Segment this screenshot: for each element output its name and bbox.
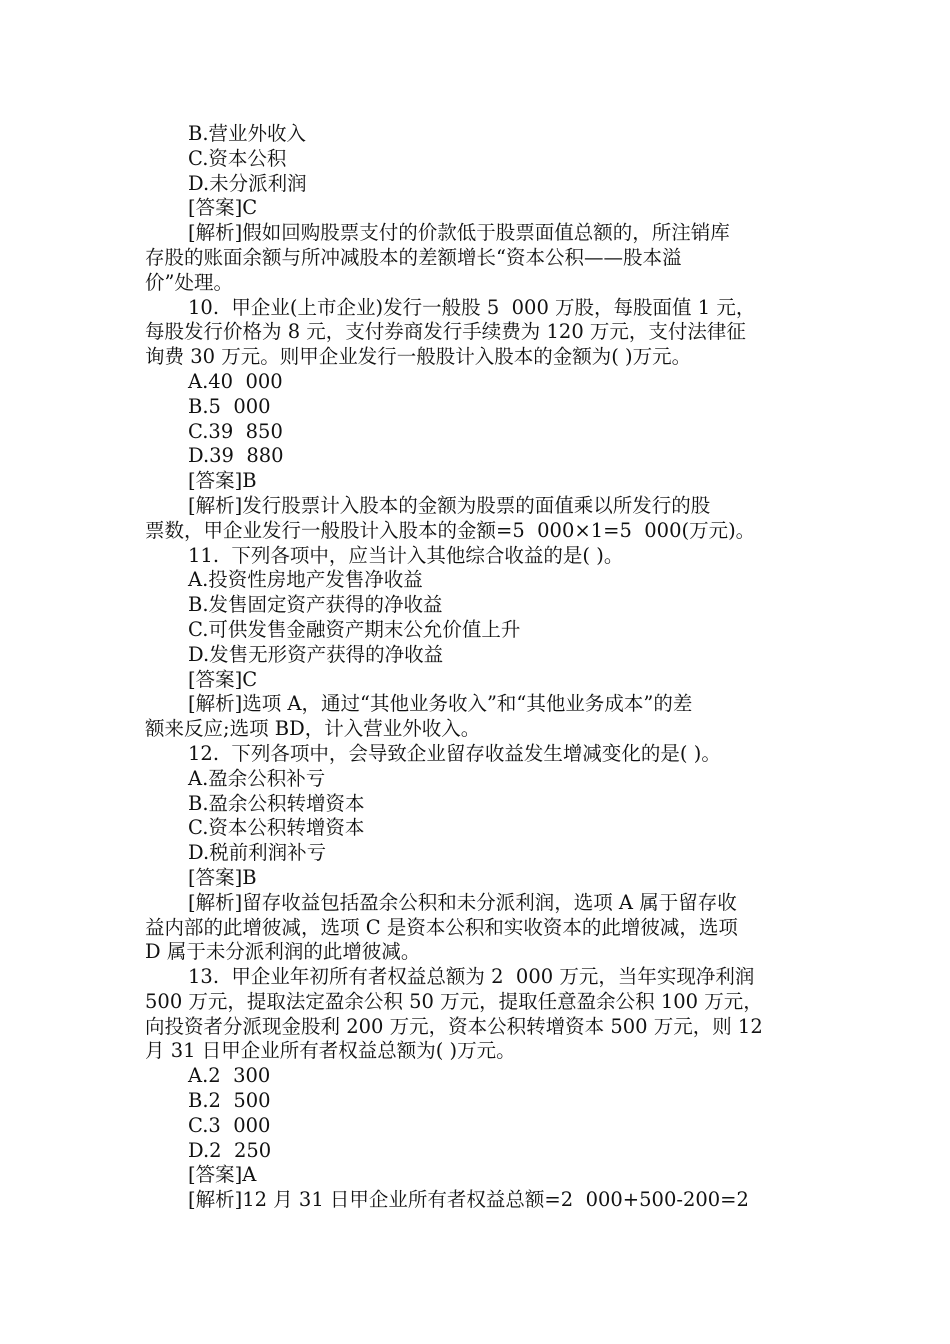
- document-body: [145, 122, 810, 1213]
- text-line: A.40 000: [188, 369, 283, 393]
- text-line: 月 31 日甲企业所有者权益总额为( )万元。: [145, 1039, 516, 1063]
- text-line: [答案]B: [188, 469, 257, 493]
- text-line: 12. 下列各项中，会导致企业留存收益发生增减变化的是( )。: [188, 741, 721, 765]
- text-line: B.盈余公积转增资本: [188, 791, 365, 815]
- text-line: B.2 500: [188, 1089, 271, 1113]
- text-line: 向投资者分派现金股利 200 万元，资本公积转增资本 500 万元，则 12: [145, 1014, 763, 1038]
- text-line: 益内部的此增彼减，选项 C 是资本公积和实收资本的此增彼减，选项: [145, 915, 738, 939]
- text-line: [解析]选项 A，通过“其他业务收入”和“其他业务成本”的差: [188, 692, 693, 716]
- text-line: [答案]A: [188, 1163, 257, 1187]
- text-line: 13. 甲企业年初所有者权益总额为 2 000 万元，当年实现净利润: [188, 965, 755, 989]
- text-line: D.发售无形资产获得的净收益: [188, 642, 444, 666]
- text-line: C.可供发售金融资产期末公允价值上升: [188, 617, 521, 641]
- text-line: A.投资性房地产发售净收益: [188, 568, 423, 592]
- text-line: 票数，甲企业发行一般股计入股本的金额=5 000×1=5 000(万元)。: [145, 518, 756, 542]
- text-line: C.39 850: [188, 419, 283, 443]
- text-line: [答案]C: [188, 667, 258, 691]
- text-line: B.营业外收入: [188, 122, 307, 145]
- text-line: 11. 下列各项中，应当计入其他综合收益的是( )。: [188, 543, 624, 567]
- text-line: 每股发行价格为 8 元，支付券商发行手续费为 120 万元，支付法律征: [145, 320, 746, 344]
- text-line: D.2 250: [188, 1138, 272, 1162]
- text-line: C.3 000: [188, 1113, 271, 1137]
- text-line: A.盈余公积补亏: [188, 766, 326, 790]
- text-line: D.39 880: [188, 444, 284, 468]
- text-line: [解析]留存收益包括盈余公积和未分派利润，选项 A 属于留存收: [188, 890, 737, 914]
- text-line: D 属于未分派利润的此增彼减。: [145, 940, 421, 964]
- text-line: A.2 300: [188, 1064, 271, 1088]
- text-line: 500 万元，提取法定盈余公积 50 万元，提取任意盈余公积 100 万元，: [145, 989, 763, 1013]
- text-line: [解析]12 月 31 日甲企业所有者权益总额=2 000+500-200=2: [188, 1188, 749, 1212]
- text-line: 额来反应;选项 BD，计入营业外收入。: [145, 717, 481, 741]
- text-line: 价”处理。: [145, 270, 233, 294]
- text-line: D.未分派利润: [188, 171, 307, 195]
- text-line: 询费 30 万元。则甲企业发行一般股计入股本的金额为( )万元。: [145, 345, 692, 369]
- text-line: [解析]假如回购股票支付的价款低于股票面值总额的，所注销库: [188, 221, 730, 245]
- text-line: 存股的账面余额与所冲减股本的差额增长“资本公积——股本溢: [145, 245, 682, 269]
- text-line: [答案]C: [188, 196, 258, 220]
- text-line: [答案]B: [188, 865, 257, 889]
- text-line: C.资本公积: [188, 146, 287, 170]
- text-line: [解析]发行股票计入股本的金额为股票的面值乘以所发行的股: [188, 493, 711, 517]
- text-line: C.资本公积转增资本: [188, 816, 365, 840]
- text-line: D.税前利润补亏: [188, 841, 327, 865]
- text-line: 10. 甲企业(上市企业)发行一般股 5 000 万股，每股面值 1 元，: [188, 295, 756, 319]
- text-line: B.5 000: [188, 394, 271, 418]
- text-line: B.发售固定资产获得的净收益: [188, 593, 443, 617]
